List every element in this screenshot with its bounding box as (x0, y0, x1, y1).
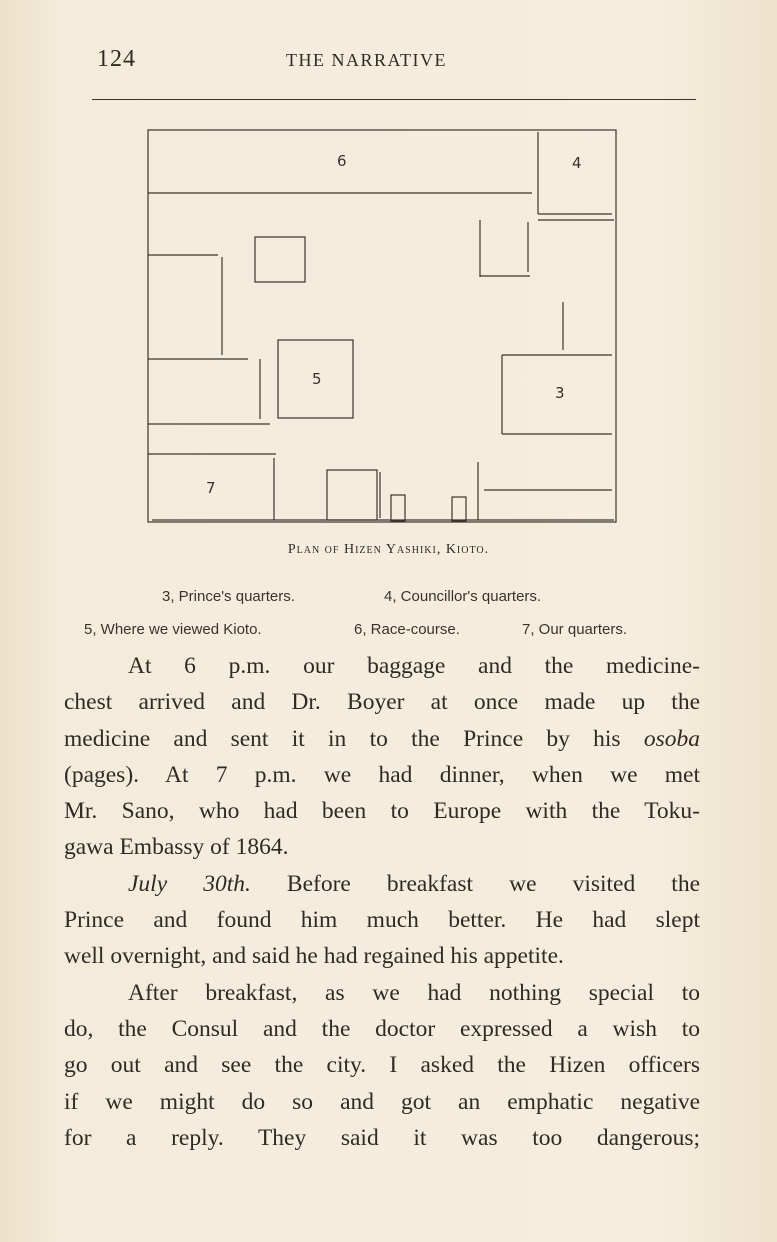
text-line: chest arrived and Dr. Boyer at once made up the (64, 689, 700, 716)
text-line: if we might do so and got an emphatic negative (64, 1088, 700, 1115)
text-line: Mr. Sano, who had been to Europe with the Toku- (64, 798, 700, 825)
text-line: After breakfast, as we had nothing special to (128, 979, 700, 1006)
text-line: (pages). At 7 p.m. we had dinner, when we met (64, 761, 700, 788)
legend-item-4: 4, Councillor's quarters. (384, 588, 542, 605)
plan-label-6: 6 (337, 152, 347, 170)
text-line: do, the Consul and the doctor expressed a wish to (64, 1015, 700, 1042)
yashiki-plan-diagram (140, 122, 620, 527)
header-rule (92, 99, 696, 100)
running-head (0, 46, 777, 76)
plan-label-3: 3 (555, 384, 565, 402)
legend-item-7: 7, Our quarters. (522, 621, 628, 638)
plan-small-room (255, 237, 305, 282)
text-line: go out and see the city. I asked the Hizen officers (64, 1052, 700, 1079)
text-line: At 6 p.m. our baggage and the medicine- (128, 653, 700, 679)
plan-outer-wall (148, 130, 616, 522)
legend-item-3: 3, Prince's quarters. (162, 588, 295, 605)
text-line: Prince and found him much better. He had slept (64, 907, 700, 934)
plan-caption: Plan of Hizen Yashiki, Kioto. (287, 542, 490, 557)
plan-drawing (140, 122, 620, 527)
plan-label-7: 7 (206, 479, 216, 497)
plan-label-5: 5 (312, 370, 322, 388)
text-line: for a reply. They said it was too dangerous; (64, 1124, 700, 1151)
plan-label-4: 4 (572, 154, 582, 172)
text-line: well overnight, and said he had regained his appetite. (64, 943, 564, 970)
text-line (64, 866, 700, 902)
legend-item-6: 6, Race-course. (354, 621, 460, 638)
text-segment: Before breakfast we visited the (286, 870, 700, 897)
body-text (64, 648, 700, 1156)
running-title: THE NARRATIVE (286, 50, 447, 70)
italic-word-osoba: osoba (643, 725, 700, 752)
date-heading: July 30th. (128, 870, 251, 897)
legend-item-5: 5, Where we viewed Kioto. (84, 621, 262, 638)
page-number: 124 (97, 46, 136, 72)
text-line (64, 721, 700, 757)
text-line: gawa Embassy of 1864. (64, 834, 289, 861)
text-segment: medicine and sent it in to the Prince by his (64, 725, 621, 752)
